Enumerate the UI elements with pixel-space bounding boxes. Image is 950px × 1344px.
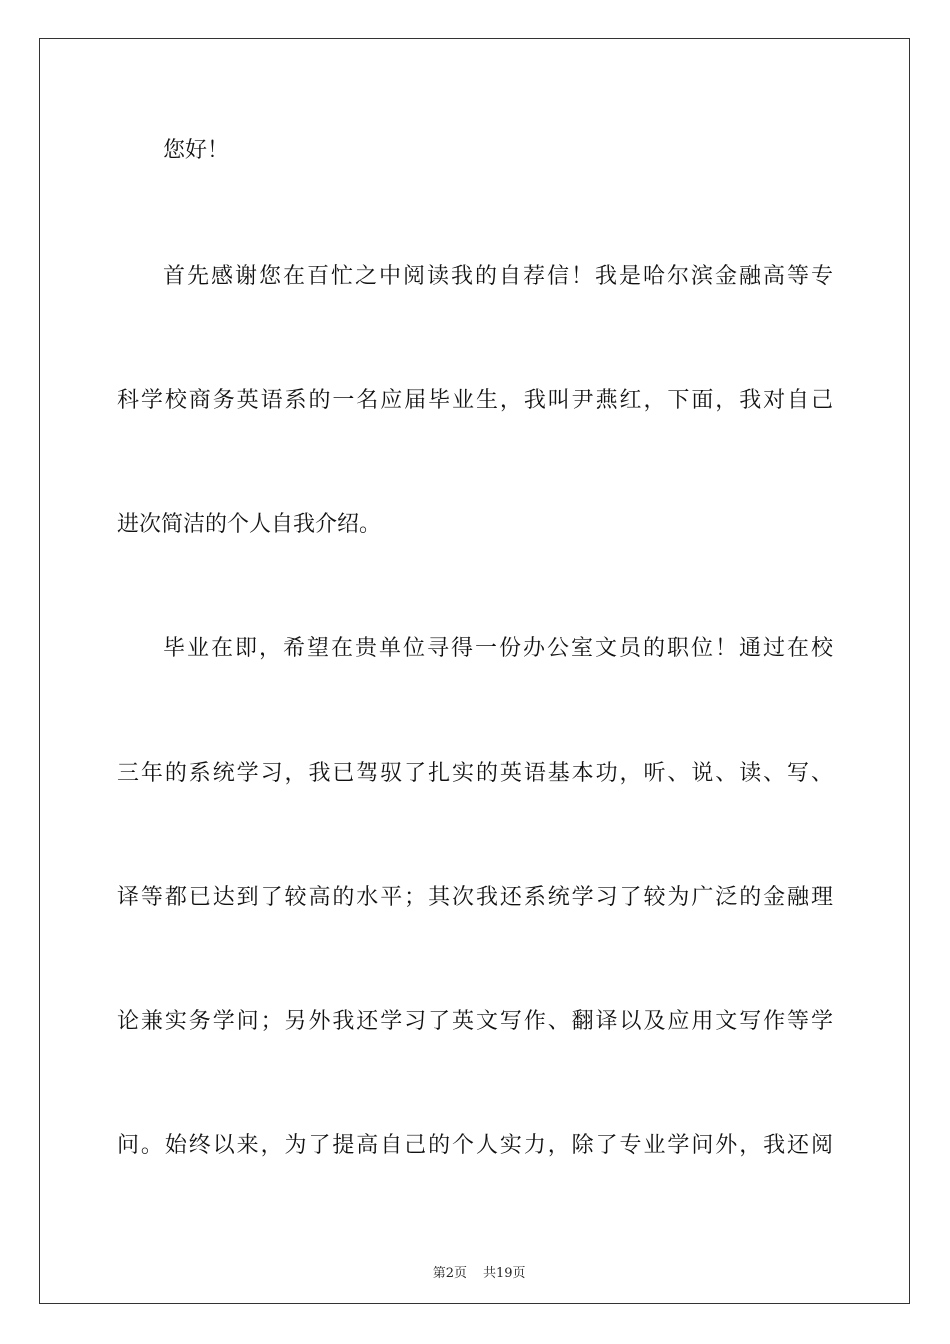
paragraph-2-line-5: 问。始终以来，为了提高自己的个人实力，除了专业学问外，我还阅 (117, 1133, 833, 1158)
paragraph-2-line-4: 论兼实务学问；另外我还学习了英文写作、翻译以及应用文写作等学 (117, 1009, 833, 1034)
paragraph-1-line-1: 首先感谢您在百忙之中阅读我的自荐信！我是哈尔滨金融高等专 (163, 264, 833, 289)
greeting-line: 您好！ (163, 138, 230, 163)
page-frame (39, 38, 910, 1304)
paragraph-2-line-2: 三年的系统学习，我已驾驭了扎实的英语基本功，听、说、读、写、 (117, 761, 833, 786)
page-footer (0, 1247, 950, 1283)
page-number: 第2页 (432, 1266, 467, 1281)
paragraph-2-line-3: 译等都已达到了较高的水平；其次我还系统学习了较为广泛的金融理 (117, 885, 833, 910)
paragraph-1-line-2: 科学校商务英语系的一名应届毕业生，我叫尹燕红，下面，我对自己 (117, 388, 833, 413)
paragraph-1-line-3: 进次简洁的个人自我介绍。 (117, 512, 382, 537)
paragraph-2-line-1: 毕业在即，希望在贵单位寻得一份办公室文员的职位！通过在校 (163, 636, 833, 661)
page-total: 共19页 (483, 1266, 526, 1281)
